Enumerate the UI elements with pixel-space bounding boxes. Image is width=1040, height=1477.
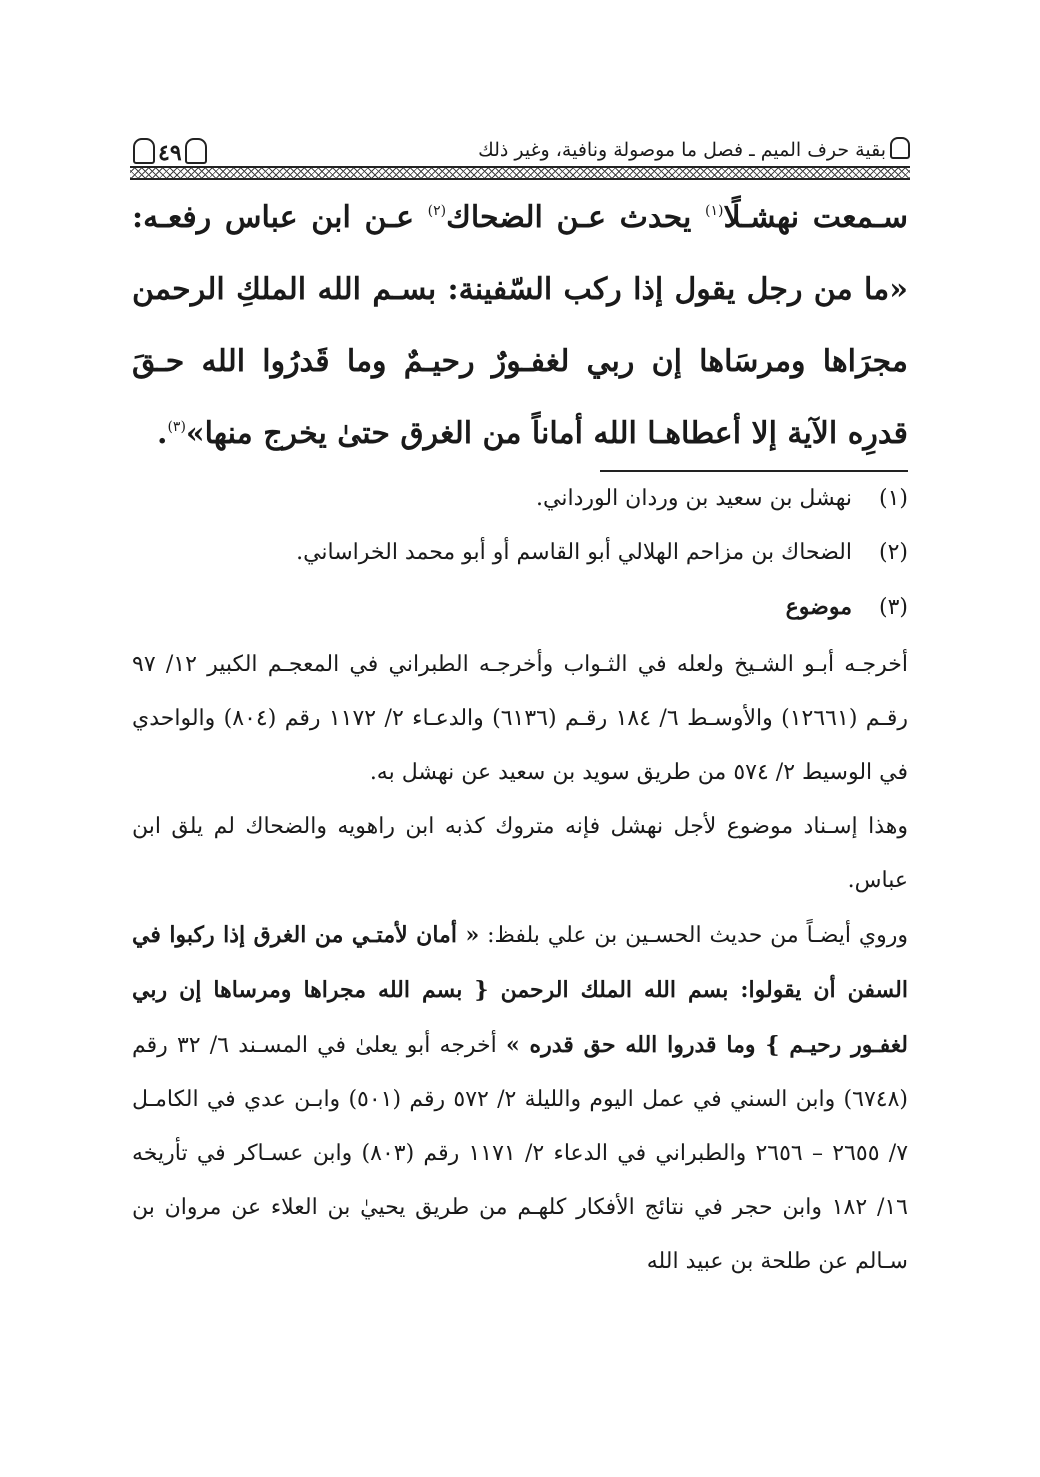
ornament-icon [185, 138, 207, 164]
footnote-paragraph: وهذا إسـناد موضوع لأجل نهشل فإنه متروك كذبه ابن راهويه والضحاك لم يلق ابن عباس. [132, 814, 908, 893]
footnote-item [132, 584, 908, 638]
ornament-icon [133, 138, 155, 164]
footnote-ref: (٣) [167, 419, 186, 435]
header-title: بقية حرف الميم ـ فصل ما موصولة ونافية، وغير ذلك [478, 137, 910, 170]
footnote-text: الضحاك بن مزاحم الهلالي أبو القاسم أو أبو محمد الخراساني. [296, 540, 852, 565]
footnote-number: (١) [878, 486, 908, 511]
hadith-quote: « أمان لأمتـي من الغرق إذا ركبوا في السفن أن يقولوا: بسم الله الملك الرحمن { بسم الله مجراها ومرساها إن ربي لغفـور رحيـم } وما قدروا الله حق قدره » [132, 922, 909, 1058]
footnote-ref: (١) [705, 203, 724, 219]
footnote-text: موضوع [785, 594, 852, 620]
main-text: سـمعت نهشـلًا$^{(١)}$ يحدث عـن الضحاك$^{(٢)}$ عـن ابن عباس رفعـه: «ما من رجل يقول إذا ركب السّفينة: بسـم الله الملكِ الرحمن مجرَاها ومرسَاها إن ربي لغفـورٌ رحيـمٌ وما قَدرُوا الله حـقَ قدرِه الآية إلا أعطاهـا الله أماناً من الغرق حتىٰ يخرج منها»$^{(٣)}$. [132, 200, 908, 451]
footnote-item [132, 476, 908, 530]
footnotes [132, 476, 908, 1289]
footnote-item [132, 530, 908, 584]
footnote-text: نهشل بن سعيد بن وردان الورداني. [536, 486, 852, 511]
footnote-number: (٢) [878, 540, 908, 565]
footnote-paragraph: وروي أيضـاً من حديث الحسـين بن علي بلفظ: « أمان لأمتـي من الغرق إذا ركبوا في السفن أن يقولوا: بسم الله الملك الرحمن { بسم الله مجراها ومرساها إن ربي لغفـور رحيـم } وما قدروا الله حق قدره » أخرجه أبو يعلىٰ في المسـند ٦/ ٣٢ رقم (٦٧٤٨) وابن السني في عمل اليوم والليلة ٢/ ٥٧٢ رقم (٥٠١) وابـن عدي في الكامـل ٧/ ٢٦٥٥ – ٢٦٥٦ والطبراني في الدعاء ٢/ ١١٧١ رقم (٨٠٣) وابن عسـاكر في تأريخه ١٦/ ١٨٢ وابن حجر في نتائج الأفكار كلهـم من طريق يحييٰ بن العلاء عن مروان بن سـالم عن طلحة بن عبيد الله [132, 922, 909, 1274]
running-header [130, 128, 910, 170]
footnote-ref: (٢) [427, 203, 447, 219]
ornament-icon [890, 137, 910, 159]
footnote-body [132, 638, 908, 1289]
footnote-paragraph: أخرجـه أبـو الشـيخ ولعله في الثـواب وأخرجـه الطبراني في المعجـم الكبير ١٢/ ٩٧ رقـم (١٢٦٦١) والأوسـط ٦/ ١٨٤ رقـم (٦١٣٦) والدعـاء ٢/ ١١٧٢ رقم (٨٠٤) والواحدي في الوسيط ٢/ ٥٧٤ من طريق سويد بن سعيد عن نهشل به. [132, 652, 909, 785]
page-number: ٤٩ [158, 140, 182, 166]
footnote-number: (٣) [878, 595, 908, 620]
header-decorative-rule [130, 166, 910, 180]
footnote-separator [600, 470, 908, 472]
